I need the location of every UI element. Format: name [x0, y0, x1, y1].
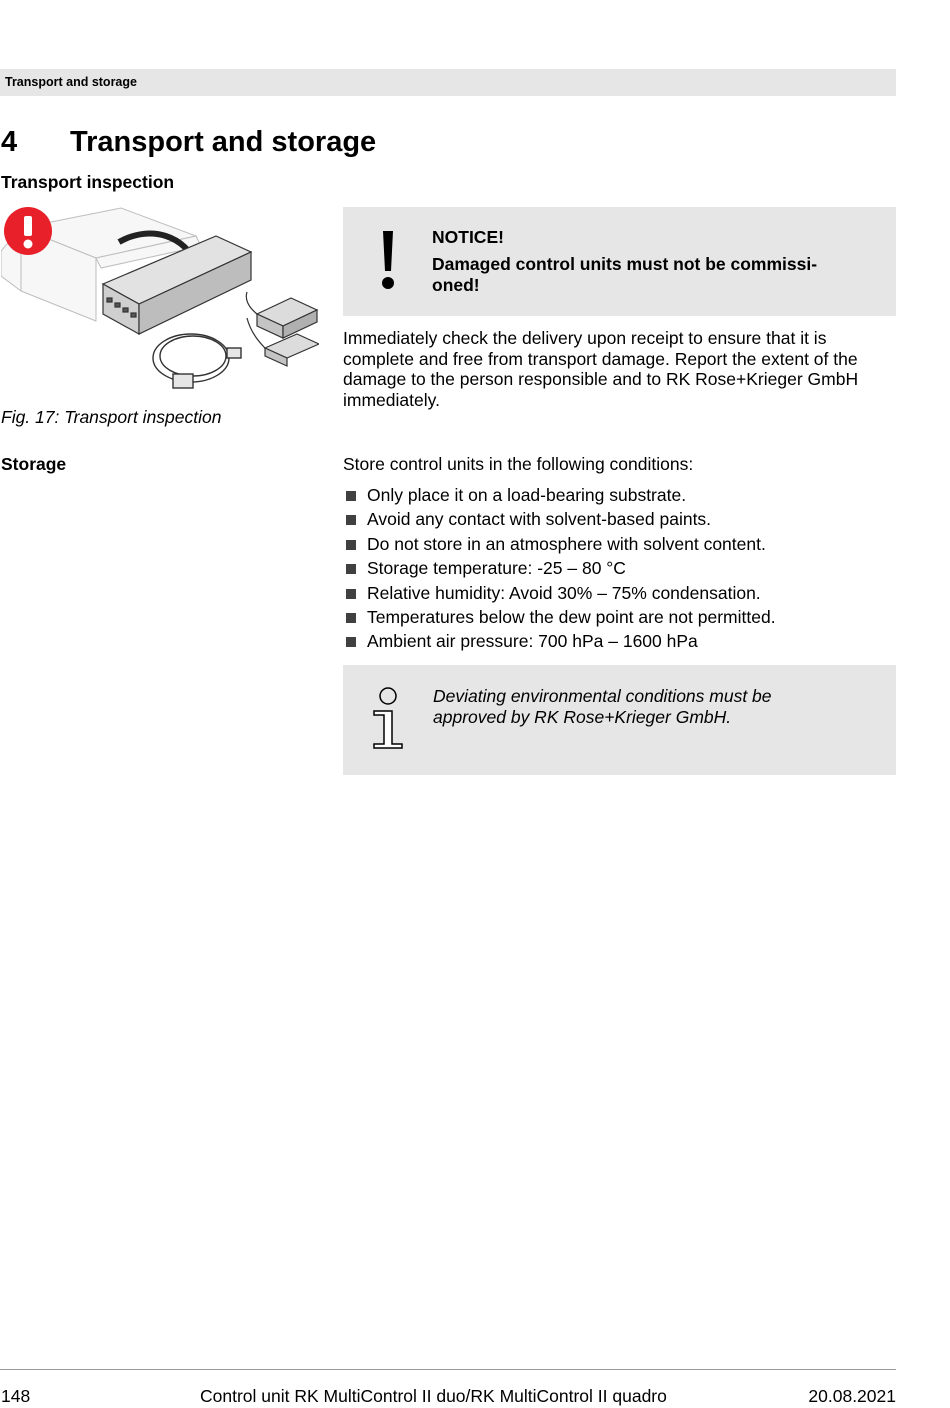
chapter-title: Transport and storage [70, 126, 377, 158]
figure-caption: Fig. 17: Transport inspection [1, 407, 222, 427]
notice-text [432, 254, 872, 296]
square-bullet-icon [346, 589, 356, 599]
notice-line: oned! [432, 275, 480, 295]
storage-conditions-list [343, 485, 776, 656]
list-item: Avoid any contact with solvent-based paints. [343, 509, 776, 533]
square-bullet-icon [346, 540, 356, 550]
square-bullet-icon [346, 491, 356, 501]
body-line: immediately. [343, 389, 440, 410]
info-box [343, 665, 896, 775]
info-text [433, 686, 873, 728]
list-item: Relative humidity: Avoid 30% – 75% condensation. [343, 583, 776, 607]
transport-inspection-text [343, 328, 903, 410]
square-bullet-icon [346, 564, 356, 574]
info-line: approved by RK Rose+Krieger GmbH. [433, 707, 732, 727]
list-item: Ambient air pressure: 700 hPa – 1600 hPa [343, 631, 776, 655]
page-number: 148 [1, 1386, 31, 1406]
power-cable-illustration [153, 334, 241, 388]
body-line: damage to the person responsible and to RK Rose+Krieger GmbH [343, 369, 859, 389]
square-bullet-icon [346, 515, 356, 525]
list-item: Temperatures below the dew point are not permitted. [343, 607, 776, 631]
info-icon [370, 686, 406, 750]
list-item: Do not store in an atmosphere with solvent content. [343, 534, 776, 558]
body-line: complete and free from transport damage. Report the extent of the [343, 348, 858, 369]
footer-date: 20.08.2021 [808, 1386, 896, 1406]
list-item: Only place it on a load-bearing substrate. [343, 485, 776, 509]
notice-line: Damaged control units must not be commissi- [432, 254, 818, 274]
hand-switch-illustration [246, 292, 319, 366]
chapter-number: 4 [1, 126, 18, 158]
storage-intro: Store control units in the following conditions: [343, 454, 694, 474]
chapter-heading [1, 126, 376, 159]
transport-inspection-heading: Transport inspection [1, 172, 175, 192]
footer-document-title: Control unit RK MultiControl II duo/RK MultiControl II quadro [200, 1386, 667, 1406]
footer-divider [0, 1369, 896, 1370]
warning-badge-icon [4, 207, 52, 255]
transport-inspection-figure [1, 206, 319, 402]
notice-title: NOTICE! [432, 227, 504, 247]
exclamation-icon [379, 231, 397, 291]
square-bullet-icon [346, 613, 356, 623]
body-line: Immediately check the delivery upon receipt to ensure that it is [343, 328, 827, 348]
list-item: Storage temperature: -25 – 80 °C [343, 558, 776, 582]
square-bullet-icon [346, 637, 356, 647]
notice-box [343, 207, 896, 316]
running-header [0, 69, 896, 96]
storage-label: Storage [1, 454, 67, 474]
info-line: Deviating environmental conditions must be [433, 686, 772, 706]
running-header-text: Transport and storage [5, 75, 137, 89]
